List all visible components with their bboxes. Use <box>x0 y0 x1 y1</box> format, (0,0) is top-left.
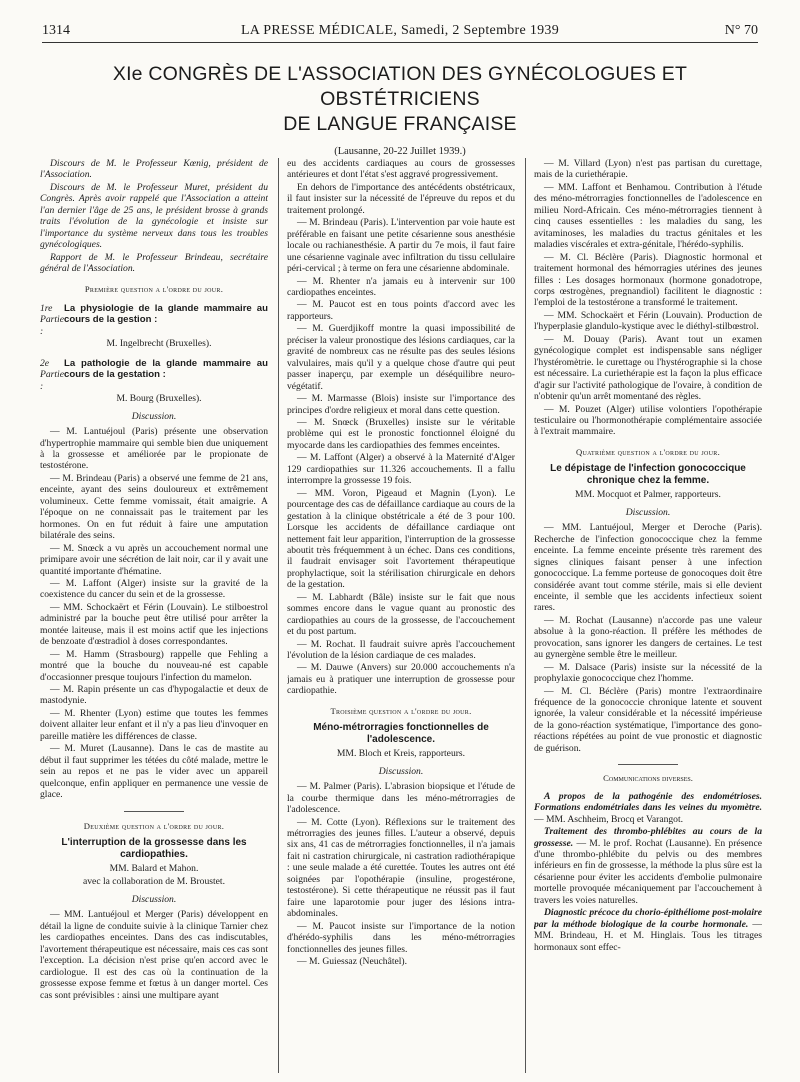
question-title: Le dépistage de l'infection gonococcique chronique chez la femme. <box>550 463 746 487</box>
communication-authors: — MM. Aschheim, Brocq et Varangot. <box>534 813 684 825</box>
issue-number: N° 70 <box>724 23 758 38</box>
column-3 <box>534 158 762 1073</box>
discussion-paragraph: — M. Snœck (Bruxelles) insiste sur le véritable problème qui est le pronostic fonctionnel éloigné du myocarde dans les cardiopathies des femmes enceintes. <box>287 416 515 451</box>
discussion-paragraph: — MM. Schockaërt et Férin (Louvain). Le stilboestrol administré par la bouche peut être utilisé pour arrêter la montée laiteuse, mais il est moins actif que les injections de benzoate d'œstradiol à doses correspondantes. <box>40 601 268 648</box>
discussion-paragraph: — MM. Lantuéjoul et Merger (Paris) développent en détail la ligne de conduite suivie à la clinique Tarnier chez les cardiopathes enceintes. Dans des cas indiscutables, l'avortement thérapeutique est nécessaire, mais ces cas sont l'exception. La décision n'est prise qu'en accord avec le cardiologue. Il est des cas où la continuation de la grossesse expose femme et fœtus à un danger mortel. Ces cas sont prévisibles : ainsi une multipare ayant <box>40 909 268 1001</box>
intro-paragraph: Discours de M. le Professeur Muret, président du Congrès. Après avoir rappelé que l'Association a atteint l'an dernier l'âge de 25 ans, le président brosse à grands traits l'évolution de la gynécologie et insiste sur l'importance du système nerveux dans tous les troubles gynécologiques. <box>40 181 268 251</box>
question-header: Première question a l'ordre du jour. <box>84 283 224 294</box>
page-number: 1314 <box>42 23 70 38</box>
question-title: Méno-métrorragies fonctionnelles de l'adolescence. <box>313 722 489 746</box>
communication-title: A propos de la pathogénie des endométrioses. Formations endométriales dans les veines du myomètre. <box>534 790 762 814</box>
discussion-paragraph: — M. Rhenter (Lyon) estime que toutes les femmes doivent allaiter leur enfant et il n'y a pas lieu d'invoquer en pareille matière les différences de classe. <box>40 707 268 742</box>
discussion-paragraph: — M. Guiessaz (Neuchâtel). <box>297 956 408 967</box>
communication-text: — M. le prof. Rochat (Lausanne). En présence d'une thrombo-phlébite du pelvis ou des membres inférieurs en fin de grossesse, la méthode la plus sûre est la césarienne pour éviter les accidents d'embolie pulmonaire mortelle provoquée mécaniquement par l'accouchement à travers les voies naturelles. <box>534 837 762 906</box>
article-columns <box>40 158 762 1073</box>
discussion-paragraph: — M. Rochat. Il faudrait suivre après l'accouchement l'évolution de la lésion cardiaque de ces malades. <box>287 638 515 662</box>
journal-title: LA PRESSE MÉDICALE, Samedi, 2 Septembre 1939 <box>240 23 560 38</box>
discussion-heading: Discussion. <box>378 765 424 777</box>
discussion-paragraph: — M. Douay (Paris). Avant tout un examen gynécologique complet est indispensable sans négliger l'hystéromètrie. le curettage ou l'hystérographie si la chose est nécessaire. La curiethérapie est la façon la plus efficace d'agir sur l'activité pathologique de l'ovaire, à condition de n'obtenir qu'un arrêt momentané des règles. <box>534 333 762 403</box>
column-2 <box>287 158 515 1073</box>
discussion-paragraph: — M. Villard (Lyon) n'est pas partisan du curettage, mais de la curiethérapie. <box>534 158 762 181</box>
discussion-paragraph: — M. Paucot insiste sur l'importance de la notion d'hérédo-syphilis dans les méno-métrorragies fonctionnelles des jeunes filles. <box>287 920 515 955</box>
part-1-heading <box>40 303 268 337</box>
discussion-heading: Discussion. <box>131 410 177 422</box>
question-reporters: MM. Mocquot et Palmer, rapporteurs. <box>575 489 721 501</box>
column-1 <box>40 158 268 1073</box>
discussion-paragraph: — M. Pouzet (Alger) utilise volontiers l'opothérapie testiculaire ou l'hormonothérapie complémentaire associée à l'extrait mammaire. <box>534 403 762 438</box>
part-reporter: M. Bourg (Bruxelles). <box>116 393 202 405</box>
discussion-paragraph: — M. Paucot est en tous points d'accord avec les rapporteurs. <box>287 299 515 322</box>
discussion-paragraph: — M. Dalsace (Paris) insiste sur la nécessité de la prophylaxie gonococcique chez l'homme. <box>534 661 762 685</box>
intro-paragraph: Discours de M. le Professeur Kœnig, président de l'Association. <box>40 158 268 181</box>
discussion-paragraph: — M. Lantuéjoul (Paris) présente une observation d'hypertrophie mammaire qui semble bien due uniquement à la grossesse et améliorée par le propionate de testostérone. <box>40 426 268 472</box>
part-title: La physiologie de la glande mammaire au cours de la gestion : <box>64 302 268 326</box>
communication-title: Traitement des thrombo-phlébites au cours de la grossesse. <box>534 826 762 849</box>
discussion-paragraph: — M. Dauwe (Anvers) sur 20.000 accouchements n'a jamais eu à pratiquer une interruption de grossesse pour cardiopathie. <box>287 662 515 697</box>
congress-title-line1: XIe CONGRÈS DE L'ASSOCIATION DES GYNÉCOLOGUES ET OBSTÉTRICIENS <box>112 63 688 110</box>
part-title: La pathologie de la glande mammaire au cours de la gestation : <box>64 357 268 381</box>
discussion-paragraph: — M. Cl. Béclère (Paris). Diagnostic hormonal et traitement hormonal des hémorragies utérines des jeunes filles : Les dosages hormonaux (hormone gonadotrope, corps œstrogènes, pregnandiol) facilitent le diagnostic : l'emploi de la testostérone a transformé le traitement. <box>534 251 762 309</box>
column-rule <box>525 158 526 1073</box>
discussion-paragraph: — M. Labhardt (Bâle) insiste sur le fait que nous sommes encore dans le vague quant au pronostic des cardiopathies au cours de la grossesse, de l'accouchement et du post partum. <box>287 591 515 638</box>
discussion-paragraph: — M. Hamm (Strasbourg) rappelle que Fehling a montré que la bouche du nouveau-né est capable d'occasionner presque toujours l'infection du mamelon. <box>40 648 268 683</box>
congress-title-line2: DE LANGUE FRANÇAISE <box>283 113 517 135</box>
part-reporter: M. Ingelbrecht (Bruxelles). <box>106 338 212 350</box>
discussion-paragraph: — M. Brindeau (Paris) a observé une femme de 21 ans, enceinte, ayant des seins douloureux et extrêmement volumineux. Cette femme vomissait, était amaigrie. A l'époque on ne connaissait pas le traitement par les hormones. On en fut réduit à faire une amputation bilatérale des seins. <box>40 472 268 542</box>
discussion-paragraph: — MM. Lantuéjoul, Merger et Deroche (Paris). Recherche de l'infection gonococcique chez la femme enceinte. La femme enceinte présente très rarement des signes cliniques faisant penser à une infection gonococcique. La femme porteuse de gonocoques doit être considérée avant tout comme stérile, mais si elle devient enceinte, il semble que les accidents infectieux soient rares. <box>534 522 762 614</box>
discussion-paragraph: — M. Cl. Béclère (Paris) montre l'extraordinaire fréquence de la gonococcie chronique latente et souvent ignorée, la valeur considérable et la nécessité impérieuse de la gono-réaction systématique, l'importance des gono-réactions répétées au point de vue pronostic et diagnostic de guérison. <box>534 685 762 754</box>
intro-paragraph: Rapport de M. le Professeur Brindeau, secrétaire général de l'Association. <box>40 251 268 275</box>
section-divider <box>618 764 678 765</box>
question-title: L'interruption de la grossesse dans les cardiopathies. <box>61 837 247 861</box>
discussion-paragraph: — M. Laffont (Alger) a observé à la Maternité d'Alger 129 cardiopathies sur 11.326 accouchements. Il a fallu interrompre la grossesse 19 fois. <box>287 452 515 487</box>
communication-entry <box>534 791 762 825</box>
running-head <box>42 20 758 43</box>
discussion-paragraph: — M. Guerdjikoff montre la quasi impossibilité de préciser la valeur pronostique des lésions cardiaques, car la gravité de nombreux cas ne résulte pas des seules lésions valvulaires, mais qu'il y a quelque chose d'autre qui peut passer inaperçu, par exemple un déséquilibre neuro-végétatif. <box>287 323 515 392</box>
discussion-paragraph: — MM. Schockaërt et Férin (Louvain). Production de l'hyperplasie glandulo-kystique avec le diéthyl-stilbœstrol. <box>534 309 762 333</box>
discussion-paragraph: — M. Cotte (Lyon). Réflexions sur le traitement des métrorragies des jeunes filles. L'auteur a observé, depuis six ans, 41 cas de métrorragies fonctionnelles, il n'a jamais fait ni castration chirurgicale, ni castration radiothérapique : une seule malade a été curettée. Toutes les autres ont été soignées par l'opothérapie (insuline, progestérone, testostérone). Si cette thérapeutique ne réussit pas il faut faire une laparotomie pour juger des lésions intra-abdominales. <box>287 816 515 920</box>
communications-header: Communications diverses. <box>603 773 693 784</box>
discussion-paragraph: — M. Brindeau (Paris). L'intervention par voie haute est préférable en faisant une petite césarienne sous anesthésie locale ou rachianesthésie. A partir du 7e mois, il faut faire une césarienne vaginale avec infiltration du tissu cellulaire péri-cervical ; à terme on fera une césarienne abdominale. <box>287 217 515 275</box>
section-divider <box>124 811 184 812</box>
discussion-paragraph: — M. Palmer (Paris). L'abrasion biopsique et l'étude de la courbe thermique dans les méno-métrorragies de l'adolescence. <box>287 781 515 816</box>
discussion-paragraph: — M. Rapin présente un cas d'hypogalactie et deux de mastodynie. <box>40 684 268 707</box>
question-reporters: MM. Bloch et Kreis, rapporteurs. <box>336 748 466 760</box>
discussion-paragraph: — M. Marmasse (Blois) insiste sur l'importance des principes d'ordre religieux et moral dans cette question. <box>287 393 515 416</box>
discussion-paragraph: — M. Rochat (Lausanne) n'accorde pas une valeur absolue à la gono-réaction. Il préfère les méthodes de provocation, sans ignorer les dangers de certaines. Le test au gynergène semble être le meilleur. <box>534 614 762 661</box>
discussion-paragraph: — M. Laffont (Alger) insiste sur la gravité de la coexistence du cancer du sein et de la grossesse. <box>40 577 268 601</box>
discussion-paragraph: — MM. Voron, Pigeaud et Magnin (Lyon). Le pourcentage des cas de défaillance cardiaque au cours de la gestation à la clinique obstétricale a été de 3 pour 100. Lorsque les accidents de défaillance cardiaque ont nettement fait leur apparition, l'interruption de la grossesse aboutit très fréquemment à un échec. Dans ces conditions, il faudrait envisager soit l'avortement thérapeutique prophylactique, soit la stérilisation chirurgicale en dehors de la gestation. <box>287 487 515 591</box>
part-label: 2e Partie : <box>40 357 64 392</box>
discussion-paragraph: — MM. Laffont et Benhamou. Contribution à l'étude des méno-métrorragies fonctionnelles de l'adolescence en milieu Nord-Africain. Ces méno-métrorragies tiennent à cinq causes essentielles : les maladies du sang, les avitaminoses, les maladies du tractus génitales et les maladies viscérales et extra-génitale, l'hérédo-syphilis. <box>534 181 762 251</box>
communication-entry <box>534 907 762 953</box>
discussion-paragraph: eu des accidents cardiaques au cours de grossesses antérieures et dont l'état s'est aggravé progressivement. <box>287 158 515 181</box>
part-2-heading <box>40 358 268 392</box>
discussion-heading: Discussion. <box>131 893 177 905</box>
discussion-paragraph: — M. Rhenter n'a jamais eu à intervenir sur 100 cardiopathes enceintes. <box>287 275 515 298</box>
congress-location-date: (Lausanne, 20-22 Juillet 1939.) <box>334 146 466 157</box>
communication-entry <box>534 826 762 906</box>
discussion-heading: Discussion. <box>625 506 671 518</box>
discussion-paragraph: — M. Muret (Lausanne). Dans le cas de mastite au début il faut supprimer les tétées du côté malade, mettre le sein au repos et ne pas le vider avec un appareil quelconque, enfin appliquer en permanence une vessie de glace. <box>40 743 268 801</box>
question-header: Deuxième question a l'ordre du jour. <box>83 820 225 831</box>
article-masthead <box>40 62 760 157</box>
communication-title: Diagnostic précoce du chorio-épithéliome post-molaire par la méthode biologique de la courbe hormonale. <box>534 907 762 930</box>
question-header: Quatrième question a l'ordre du jour. <box>575 446 721 457</box>
discussion-paragraph: — M. Snœck a vu après un accouchement normal une primipare avoir une sécrétion de lait noir, car il y avait une quantité importante d'hématine. <box>40 542 268 577</box>
column-rule <box>278 158 279 1073</box>
question-reporters: MM. Balard et Mahon. <box>109 863 199 875</box>
question-collaboration: avec la collaboration de M. Broustet. <box>83 876 225 888</box>
communication-text: — MM. Brindeau, H. et M. Hinglais. Tous les titrages hormonaux sont effec- <box>534 918 762 953</box>
part-label: 1re Partie : <box>40 302 64 337</box>
discussion-paragraph: En dehors de l'importance des antécédents obstétricaux, il faut insister sur la nécessité de l'épreuve du repos et du traitement prolongé. <box>287 181 515 216</box>
question-header: Troisième question a l'ordre du jour. <box>330 705 472 716</box>
